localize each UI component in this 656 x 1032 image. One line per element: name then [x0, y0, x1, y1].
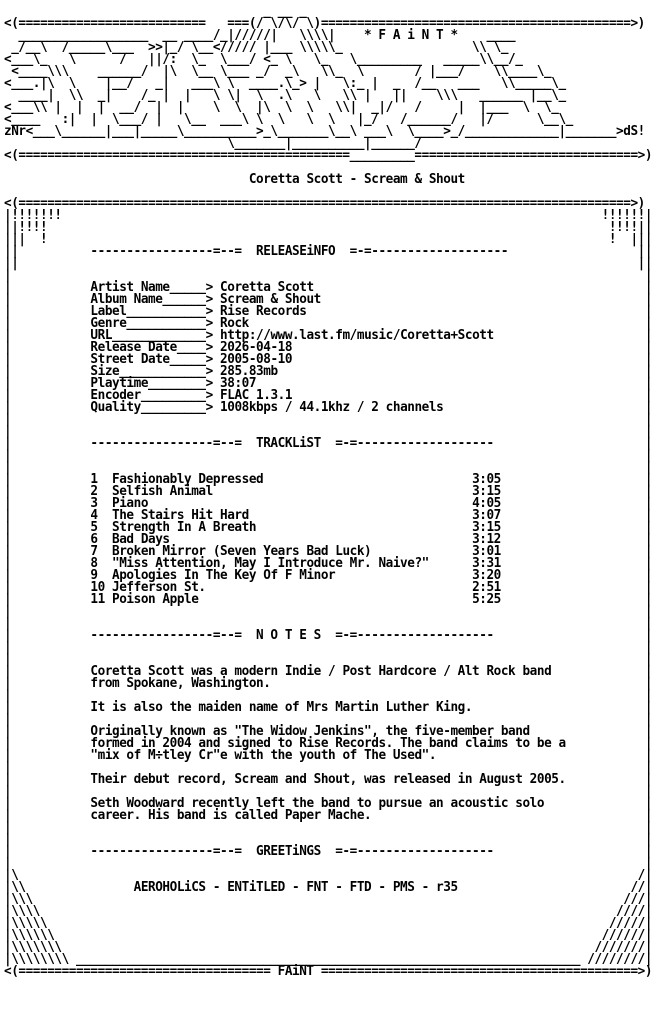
box-line: | -----------------=--= GREETiNGS =-=------------------- | [4, 844, 653, 859]
track-length: 4:05 [472, 496, 501, 511]
box-line: | 2 Selfish Animal 3:15 | [4, 484, 653, 499]
box-line: | | [4, 268, 653, 283]
box-line: |\ /| [4, 868, 653, 883]
release-field-value: 1008kbps / 44.1khz / 2 channels [220, 400, 444, 415]
box-line: | Playtime________> 38:07 | [4, 376, 653, 391]
notes-line: Originally known as "The Widow Jenkins", the five-member band [90, 724, 530, 739]
box-line: | 6 Bad Days 3:12 | [4, 532, 653, 547]
release-field-value: 2026-04-18 [220, 340, 293, 355]
release-field-value: Scream & Shout [220, 292, 321, 307]
box-line: | | [4, 616, 653, 631]
box-line: | 1 Fashionably Depressed 3:05 | [4, 472, 653, 487]
box-line: | Their debut record, Scream and Shout, was released in August 2005. | [4, 772, 653, 787]
track-length: 3:31 [472, 556, 501, 571]
box-line: | Encoder_________> FLAC 1.3.1 | [4, 388, 653, 403]
track-title: "Miss Attention, May I Introduce Mr. Naive?" [112, 556, 473, 571]
notes-line: Coretta Scott was a modern Indie / Post Hardcore / Alt Rock band [90, 664, 552, 679]
box-line: | formed in 2004 and signed to Rise Records. The band claims to be a | [4, 736, 653, 751]
track-length: 3:15 [472, 484, 501, 499]
release-field-label: Album Name______> [90, 292, 213, 307]
box-line: | "mix of M÷tley Cr"e with the youth of The Used". | [4, 748, 653, 763]
box-line: | Coretta Scott was a modern Indie / Post Hardcore / Alt Rock band | [4, 664, 653, 679]
box-line: | | [4, 820, 653, 835]
section-header-tracklist: TRACKLiST [256, 436, 321, 451]
release-field-label: Release Date____> [90, 340, 213, 355]
release-field-value: 285.83mb [220, 364, 278, 379]
release-field-value: Rise Records [220, 304, 307, 319]
box-line: |\\\\\\\ ///////| [4, 940, 653, 955]
logo-line: \_______|__________|______/ [4, 136, 638, 151]
release-field-label: URL_____________> [90, 328, 213, 343]
track-number: 3 [90, 496, 113, 511]
logo-line: _ __ _ [4, 4, 307, 19]
track-length: 3:05 [472, 472, 501, 487]
track-number: 4 [90, 508, 113, 523]
box-line: | Originally known as "The Widow Jenkins", the five-member band | [4, 724, 653, 739]
release-field-value: 38:07 [220, 376, 257, 391]
box-top-border: <(=====================================================================================>) [4, 196, 645, 211]
box-line: | 9 Apologies In The Key Of F Minor 3:20 | [4, 568, 653, 583]
track-title: Fashionably Depressed [112, 472, 473, 487]
track-number: 10 [90, 580, 113, 595]
track-number: 7 [90, 544, 113, 559]
track-title: Apologies In The Key Of F Minor [112, 568, 473, 583]
track-title: Bad Days [112, 532, 473, 547]
box-line: | | [4, 652, 653, 667]
track-title: Selfish Animal [112, 484, 473, 499]
release-field-label: Genre___________> [90, 316, 213, 331]
box-line: | | [4, 712, 653, 727]
track-number: 8 [90, 556, 113, 571]
box-line: | 3 Piano 4:05 | [4, 496, 653, 511]
release-field-label: Encoder_________> [90, 388, 213, 403]
notes-line: from Spokane, Washington. [90, 676, 271, 691]
box-line: |\\\\\\\\ ______________________________________________________________________ ////////| [4, 952, 653, 967]
release-title: Coretta Scott - Scream & Shout [248, 172, 465, 187]
nfo-document [4, 6, 652, 978]
box-line: || || [4, 256, 653, 271]
release-field-label: Playtime________> [90, 376, 213, 391]
section-header-releaseinfo: RELEASEiNFO [256, 244, 336, 259]
box-line: | | [4, 640, 653, 655]
box-line: | | [4, 460, 653, 475]
box-line: | 8 "Miss Attention, May I Introduce Mr. Naive?" 3:31 | [4, 556, 653, 571]
notes-line: formed in 2004 and signed to Rise Records. The band claims to be a [90, 736, 566, 751]
release-field-value: http://www.last.fm/music/Coretta+Scott [220, 328, 494, 343]
box-line: | 4 The Stairs Hit Hard 3:07 | [4, 508, 653, 523]
box-line: | | [4, 424, 653, 439]
box-line: |\\\ ///| [4, 892, 653, 907]
box-line: | 11 Poison Apple 5:25 | [4, 592, 653, 607]
box-line: | -----------------=--= N O T E S =-=------------------- | [4, 628, 653, 643]
box-line: | 7 Broken Mirror (Seven Years Bad Luck) 3:01 | [4, 544, 653, 559]
release-field-value: Rock [220, 316, 249, 331]
box-line: | | [4, 448, 653, 463]
logo-line: <(========================== ===(/ \/\/ \)===========================================>) [4, 16, 645, 31]
track-number: 9 [90, 568, 113, 583]
logo-line: _/__\ /_____\___ >>|_/ \__<///// |___ \\\\\_ \\ \_ [4, 40, 588, 55]
track-title: Strength In A Breath [112, 520, 473, 535]
box-line: | Quality_________> 1008kbps / 44.1khz / 2 channels | [4, 400, 653, 415]
box-line: | 10 Jefferson St. 2:51 | [4, 580, 653, 595]
release-field-label: Quality_________> [90, 400, 213, 415]
track-length: 3:15 [472, 520, 501, 535]
logo-line: zNr<___\______|___|_____\__________>_\_______\__\ ___\ \____>_/_____________|_______>dS! [4, 124, 645, 139]
release-field-value: 2005-08-10 [220, 352, 293, 367]
release-field-label: Artist Name_____> [90, 280, 213, 295]
track-number: 2 [90, 484, 113, 499]
logo-line: __________________ __ ____/_|/////| \\\\| * F A i N T * ____ [4, 28, 617, 43]
box-line: | from Spokane, Washington. | [4, 676, 653, 691]
release-field-label: Label___________> [90, 304, 213, 319]
box-line: | Street Date_____> 2005-08-10 | [4, 352, 653, 367]
track-title: Piano [112, 496, 473, 511]
release-field-value: FLAC 1.3.1 [220, 388, 293, 403]
notes-line: Their debut record, Scream and Shout, was released in August 2005. [90, 772, 566, 787]
box-line: | career. His band is called Paper Mache. | [4, 808, 653, 823]
box-line: | Artist Name_____> Coretta Scott | [4, 280, 653, 295]
box-line: | Seth Woodward recently left the band to pursue an acoustic solo | [4, 796, 653, 811]
track-title: Broken Mirror (Seven Years Bad Luck) [112, 544, 473, 559]
track-length: 3:20 [472, 568, 501, 583]
box-line: || -----------------=--= RELEASEiNFO =-=------------------- || [4, 244, 653, 259]
box-line: | 5 Strength In A Breath 3:15 | [4, 520, 653, 535]
box-line: ||| ! ! ||| [4, 232, 653, 247]
box-line: |!!!!!!! !!!!!!| [4, 208, 653, 223]
box-line: |\\\\\ /////| [4, 916, 653, 931]
release-field-label: Size____________> [90, 364, 213, 379]
track-length: 3:01 [472, 544, 501, 559]
box-line: | | [4, 412, 653, 427]
box-line: | | [4, 832, 653, 847]
notes-line: career. His band is called Paper Mache. [90, 808, 372, 823]
box-line: | | [4, 760, 653, 775]
logo-line: <___.|\ \ |__/ _| ___\ \ ____.\_> | \:_ | _ /__ ___ \\_____\_ [4, 76, 595, 91]
box-line: | URL_____________> http://www.last.fm/music/Coretta+Scott | [4, 328, 653, 343]
box-line: ||!!!! !!!!|| [4, 220, 653, 235]
box-line: | It is also the maiden name of Mrs Martin Luther King. | [4, 700, 653, 715]
box-line: | Album Name______> Scream & Shout | [4, 292, 653, 307]
notes-line: Seth Woodward recently left the band to pursue an acoustic solo [90, 796, 545, 811]
logo-line: <____\\\ ______/ |\ \__ \___ _/ _\ \\_ \ / |___/ \\____\_ [4, 64, 595, 79]
box-line: | | [4, 604, 653, 619]
track-number: 1 [90, 472, 113, 487]
box-line: | Release Date____> 2026-04-18 | [4, 340, 653, 355]
section-header-greetings: GREETiNGS [256, 844, 321, 859]
logo-line: <(==============================================_________===============================>) [4, 148, 653, 163]
box-line: |\\\\ ////| [4, 904, 653, 919]
box-line: | | [4, 784, 653, 799]
greetings-line: AEROHOLiCS - ENTiTLED - FNT - FTD - PMS - r35 [133, 880, 458, 895]
track-number: 5 [90, 520, 113, 535]
greetings-row: |\\ AEROHOLiCS - ENTiTLED - FNT - FTD - PMS - r35 //| [4, 880, 653, 895]
release-field-value: Coretta Scott [220, 280, 314, 295]
track-title: Jefferson St. [112, 580, 473, 595]
box-line: | Size____________> 285.83mb | [4, 364, 653, 379]
notes-line: "mix of M÷tley Cr"e with the youth of The Used". [90, 748, 437, 763]
logo-line: <___\\ | | | __/ | | \ \ |\ \ \ \\| _|/ / | |___ \ \_ [4, 100, 588, 115]
title-line [4, 174, 652, 186]
box-line: | Genre___________> Rock | [4, 316, 653, 331]
logo-line: <____ :| | \___/ | \__ ___\ \ \ \ \ |_/ /______/ |/ \__\_ [4, 112, 595, 127]
box-line: |\\\\\\ //////| [4, 928, 653, 943]
track-length: 5:25 [472, 592, 501, 607]
section-header-notes: N O T E S [256, 628, 321, 643]
release-field-label: Street Date_____> [90, 352, 213, 367]
track-length: 3:07 [472, 508, 501, 523]
notes-line: It is also the maiden name of Mrs Martin Luther King. [90, 700, 473, 715]
track-title: The Stairs Hit Hard [112, 508, 473, 523]
logo-line: <___\_ \ / ||/: \_ \___/ <_ \ \_ \_________ _____\\__/_ [4, 52, 588, 67]
logo-line: ____| \\ _| /_ | | \ \| \ .\ \ \\ | || \\\ ______ |__\_ [4, 88, 595, 103]
track-number: 6 [90, 532, 113, 547]
box-bottom-border: <(=================================== FAiNT ============================================>) [4, 964, 653, 979]
track-title: Poison Apple [112, 592, 473, 607]
track-length: 3:12 [472, 532, 501, 547]
box-line: | -----------------=--= TRACKLiST =-=------------------- | [4, 436, 653, 451]
track-length: 2:51 [472, 580, 501, 595]
box-line: | | [4, 688, 653, 703]
track-number: 11 [90, 592, 113, 607]
box-line: | Label___________> Rise Records | [4, 304, 653, 319]
box-line: | | [4, 856, 653, 871]
